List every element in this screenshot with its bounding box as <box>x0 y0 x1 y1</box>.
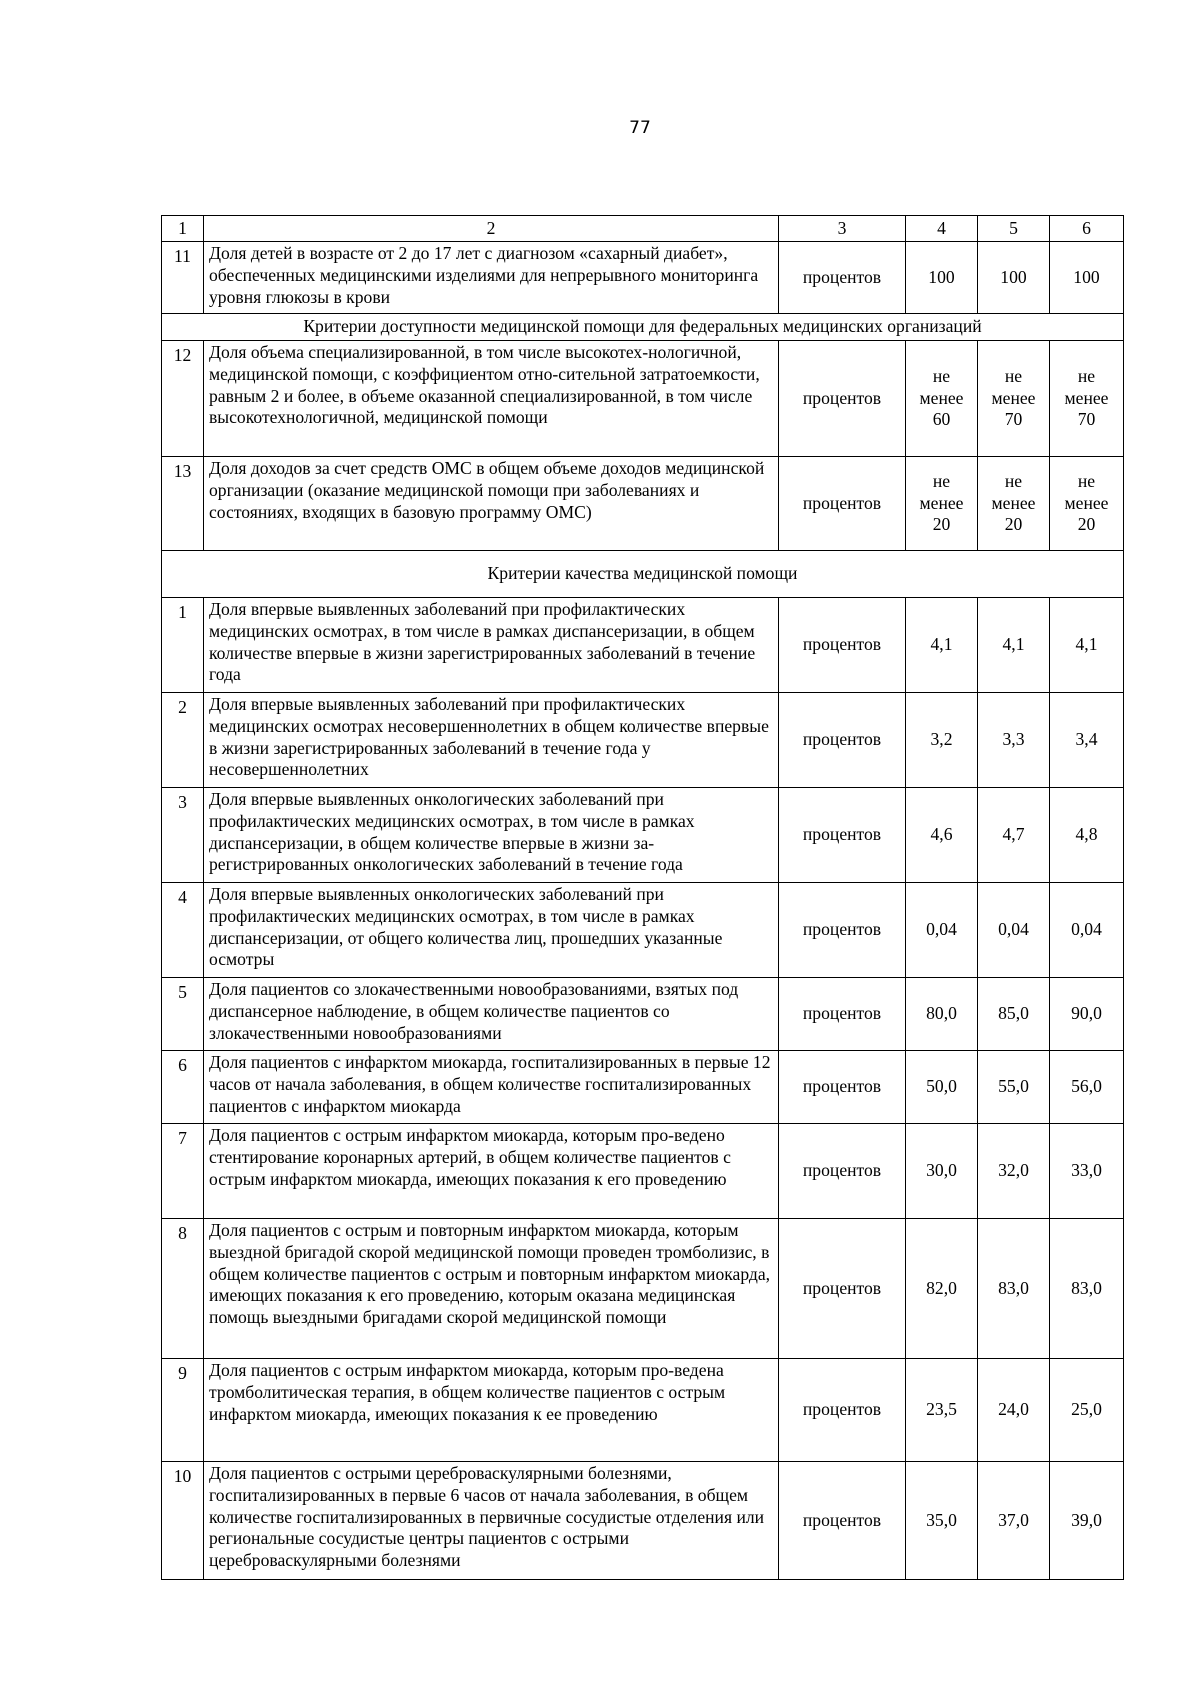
row-value-4: 23,5 <box>906 1359 978 1462</box>
table-row <box>162 341 1124 457</box>
table-row <box>162 242 1124 314</box>
row-unit: процентов <box>779 598 906 693</box>
row-value-5: не менее 20 <box>978 457 1050 551</box>
row-unit: процентов <box>779 693 906 788</box>
row-value-6: 100 <box>1050 242 1124 314</box>
header-cell: 5 <box>978 216 1050 242</box>
row-value-5: 32,0 <box>978 1124 1050 1219</box>
header-cell: 3 <box>779 216 906 242</box>
row-number: 8 <box>162 1219 204 1359</box>
row-value-5: не менее 70 <box>978 341 1050 457</box>
row-value-6: 33,0 <box>1050 1124 1124 1219</box>
header-cell: 2 <box>204 216 779 242</box>
row-value-4: не менее 20 <box>906 457 978 551</box>
row-number: 7 <box>162 1124 204 1219</box>
row-unit: процентов <box>779 788 906 883</box>
row-value-6: 56,0 <box>1050 1051 1124 1124</box>
row-value-4: 4,6 <box>906 788 978 883</box>
table-row <box>162 788 1124 883</box>
row-value-4: не менее 60 <box>906 341 978 457</box>
header-cell: 4 <box>906 216 978 242</box>
row-number: 10 <box>162 1462 204 1580</box>
row-description: Доля пациентов с инфарктом миокарда, госпитализированных в первые 12 часов от начала заболевания, в общем количестве госпитализированных пациентов с инфарктом миокарда <box>204 1051 779 1124</box>
table-row <box>162 978 1124 1051</box>
row-value-6: не менее 70 <box>1050 341 1124 457</box>
row-unit: процентов <box>779 978 906 1051</box>
row-number: 13 <box>162 457 204 551</box>
row-value-5: 24,0 <box>978 1359 1050 1462</box>
row-number: 3 <box>162 788 204 883</box>
header-cell: 1 <box>162 216 204 242</box>
table-row <box>162 693 1124 788</box>
row-number: 12 <box>162 341 204 457</box>
row-value-4: 35,0 <box>906 1462 978 1580</box>
row-value-5: 100 <box>978 242 1050 314</box>
row-value-5: 0,04 <box>978 883 1050 978</box>
section-row <box>162 314 1124 341</box>
row-description: Доля пациентов с острыми цереброваскулярными болезнями, госпитализированных в первые 6 часов от начала заболевания, в общем количестве госпитализированных в первичные сосудистые отделения или региональные сосудистые центры пациентов с острыми цереброваскулярными болезнями <box>204 1462 779 1580</box>
row-description: Доля впервые выявленных заболеваний при профилактических медицинских осмотрах несовершеннолетних в общем количестве впервые в жизни зарегистрированных заболеваний в течение года у несовершеннолетних <box>204 693 779 788</box>
row-value-6: 83,0 <box>1050 1219 1124 1359</box>
row-description: Доля пациентов с острым инфарктом миокарда, которым про-ведена тромболитическая терапия, в общем количестве пациентов с острым инфарктом миокарда, имеющих показания к ее проведению <box>204 1359 779 1462</box>
section-row <box>162 551 1124 598</box>
row-description: Доля впервые выявленных заболеваний при профилактических медицинских осмотрах, в том числе в рамках диспансеризации, в общем количестве впервые в жизни зарегистрированных заболеваний в течение года <box>204 598 779 693</box>
row-number: 9 <box>162 1359 204 1462</box>
table-row <box>162 1219 1124 1359</box>
row-unit: процентов <box>779 457 906 551</box>
section-title: Критерии качества медицинской помощи <box>162 551 1124 598</box>
row-description: Доля объема специализированной, в том числе высокотех-нологичной, медицинской помощи, с коэффициентом отно-сительной затратоемкости, равным 2 и более, в объеме оказанной специализированной, в том числе высокотехнологичной, медицинской помощи <box>204 341 779 457</box>
row-unit: процентов <box>779 1051 906 1124</box>
table-row <box>162 1462 1124 1580</box>
row-value-6: 25,0 <box>1050 1359 1124 1462</box>
row-value-5: 3,3 <box>978 693 1050 788</box>
row-value-6: 90,0 <box>1050 978 1124 1051</box>
row-unit: процентов <box>779 242 906 314</box>
row-number: 6 <box>162 1051 204 1124</box>
row-value-4: 4,1 <box>906 598 978 693</box>
row-unit: процентов <box>779 1124 906 1219</box>
row-unit: процентов <box>779 1359 906 1462</box>
row-description: Доля пациентов с острым и повторным инфарктом миокарда, которым выездной бригадой скорой медицинской помощи проведен тромболизис, в общем количестве пациентов с острым и повторным инфарктом миокарда, имеющих показания к его проведению, которым оказана медицинская помощь выездными бригадами скорой медицинской помощи <box>204 1219 779 1359</box>
row-unit: процентов <box>779 883 906 978</box>
row-value-5: 37,0 <box>978 1462 1050 1580</box>
row-value-4: 82,0 <box>906 1219 978 1359</box>
row-unit: процентов <box>779 341 906 457</box>
row-number: 1 <box>162 598 204 693</box>
row-value-4: 50,0 <box>906 1051 978 1124</box>
row-value-5: 4,1 <box>978 598 1050 693</box>
table-row <box>162 598 1124 693</box>
table-row <box>162 457 1124 551</box>
page-number: 77 <box>629 118 651 138</box>
row-unit: процентов <box>779 1462 906 1580</box>
row-value-6: 4,8 <box>1050 788 1124 883</box>
table-row <box>162 1051 1124 1124</box>
row-number: 11 <box>162 242 204 314</box>
row-value-4: 0,04 <box>906 883 978 978</box>
header-row <box>162 216 1124 242</box>
section-title: Критерии доступности медицинской помощи для федеральных медицинских организаций <box>162 314 1124 341</box>
row-description: Доля детей в возрасте от 2 до 17 лет с диагнозом «сахарный диабет», обеспеченных медицинскими изделиями для непрерывного мониторинга уровня глюкозы в крови <box>204 242 779 314</box>
row-unit: процентов <box>779 1219 906 1359</box>
row-value-6: не менее 20 <box>1050 457 1124 551</box>
row-description: Доля пациентов с острым инфарктом миокарда, которым про-ведено стентирование коронарных артерий, в общем количестве пациентов с острым инфарктом миокарда, имеющих показания к его проведению <box>204 1124 779 1219</box>
row-number: 2 <box>162 693 204 788</box>
row-value-6: 3,4 <box>1050 693 1124 788</box>
criteria-table <box>161 215 1124 1580</box>
row-value-6: 0,04 <box>1050 883 1124 978</box>
row-description: Доля доходов за счет средств ОМС в общем объеме доходов медицинской организации (оказание медицинской помощи при заболеваниях и состояниях, входящих в базовую программу ОМС) <box>204 457 779 551</box>
table-row <box>162 1359 1124 1462</box>
row-value-4: 80,0 <box>906 978 978 1051</box>
row-value-4: 3,2 <box>906 693 978 788</box>
row-description: Доля впервые выявленных онкологических заболеваний при профилактических медицинских осмотрах, в том числе в рамках диспансеризации, от общего количества лиц, прошедших указанные осмотры <box>204 883 779 978</box>
row-value-6: 39,0 <box>1050 1462 1124 1580</box>
table-row <box>162 883 1124 978</box>
row-value-4: 30,0 <box>906 1124 978 1219</box>
row-value-5: 85,0 <box>978 978 1050 1051</box>
row-description: Доля пациентов со злокачественными новообразованиями, взятых под диспансерное наблюдение, в общем количестве пациентов со злокачественными новообразованиями <box>204 978 779 1051</box>
row-number: 4 <box>162 883 204 978</box>
row-value-5: 4,7 <box>978 788 1050 883</box>
table-row <box>162 1124 1124 1219</box>
row-value-4: 100 <box>906 242 978 314</box>
row-value-5: 83,0 <box>978 1219 1050 1359</box>
row-value-6: 4,1 <box>1050 598 1124 693</box>
row-value-5: 55,0 <box>978 1051 1050 1124</box>
header-cell: 6 <box>1050 216 1124 242</box>
row-number: 5 <box>162 978 204 1051</box>
row-description: Доля впервые выявленных онкологических заболеваний при профилактических медицинских осмотрах, в том числе в рамках диспансеризации, в общем количестве впервые в жизни за-регистрированных онкологических заболеваний в течение года <box>204 788 779 883</box>
